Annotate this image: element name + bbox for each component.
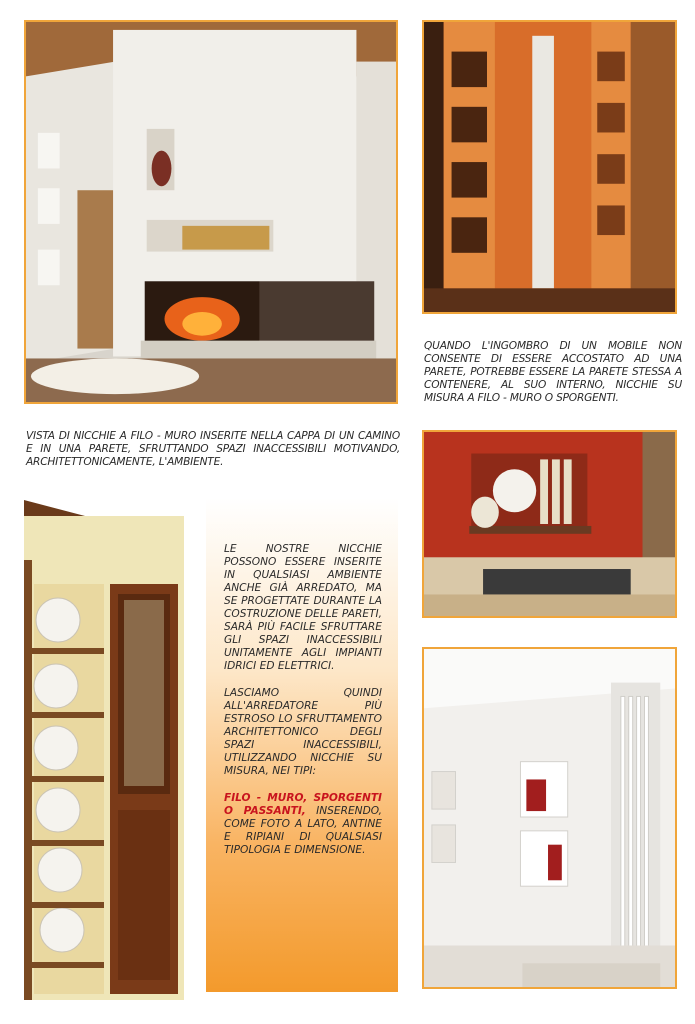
description-panel	[206, 498, 398, 992]
caption-fireplace-niches: VISTA DI NICCHIE A FILO - MURO INSERITE NELLA CAPPA DI UN CAMINO E IN UNA PARETE, SFRUTTANDO SPAZI INACCESSIBILI MOTIVANDO, ARCHITETTONICAMENTE, L'AMBIENTE.	[26, 430, 400, 468]
caption-wall-containers: QUANDO L'INGOMBRO DI UN MOBILE NON CONSENTE DI ESSERE ACCOSTATO AD UNA PARETE, POTREBBE ESSERE LA PARETE STESSA A CONTENERE, AL SUO INTERNO, NICCHIE SU MISURA A FILO - MURO O SPORGENTI.	[424, 340, 682, 404]
fireplace-niches-photo	[24, 20, 398, 404]
kitchen-niche-photo	[422, 430, 677, 618]
description-paragraph-3	[224, 792, 382, 857]
radiator-orange-niches-photo	[422, 20, 677, 314]
description-body	[224, 543, 382, 871]
niche-types-highlight: FILO - MURO, SPORGENTI O PASSANTI,	[224, 792, 382, 817]
plates-cabinet-photo	[24, 500, 184, 1000]
description-paragraph-2: LASCIAMO QUINDI ALL'ARREDATORE PIÙ ESTROSO LO SFRUTTAMENTO ARCHITETTONICO DEGLI SPAZI INACCESSIBILI, UTILIZZANDO NICCHIE SU MISURA, NEI TIPI:	[224, 687, 382, 777]
description-paragraph-1: LE NOSTRE NICCHIE POSSONO ESSERE INSERITE IN QUALSIASI AMBIENTE ANCHE GIÀ ARREDATO, MA SE PROGETTATE DURANTE LA COSTRUZIONE DELLE PARETI, SARÀ PIÙ FACILE SFRUTTARE GLI SPAZI INACCESSIBILI UNITAMENTE AGLI IMPIANTI IDRICI ED ELETTRICI.	[224, 543, 382, 672]
description-paragraph-3-text: INSERENDO, COME FOTO A LATO, ANTINE E RIPIANI DI QUALSIASI TIPOLOGIA E DIMENSIONE.	[224, 805, 383, 856]
white-wall-niches-photo	[422, 647, 677, 989]
